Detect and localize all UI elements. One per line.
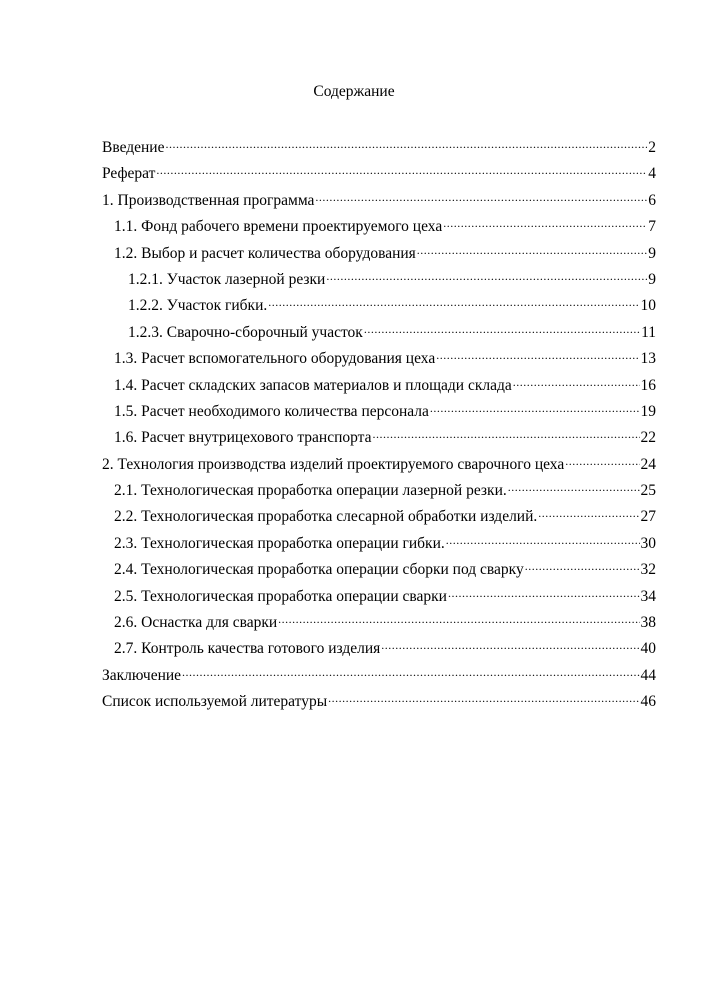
toc-dot-leader [328, 686, 639, 706]
toc-entry-label: 2.4. Технологическая проработка операции сборки под сварку [114, 561, 524, 579]
toc-entry-page-number: 46 [640, 693, 656, 711]
toc-entry-label: 1.2. Выбор и расчет количества оборудования [114, 244, 416, 262]
toc-entry-page-number: 19 [640, 402, 656, 420]
toc-entry[interactable] [102, 396, 656, 422]
toc-entry-page-number: 40 [640, 640, 656, 658]
toc-entry-page-number: 27 [640, 508, 656, 526]
toc-entry-page-number: 38 [640, 614, 656, 632]
toc-dot-leader [278, 607, 639, 627]
toc-entry-page-number: 2 [648, 139, 656, 156]
toc-entry-label: 2.7. Контроль качества готового изделия [114, 640, 381, 658]
toc-entry-page-number: 6 [648, 191, 656, 209]
toc-entry-label: 1.2.2. Участок гибки. [128, 297, 268, 315]
toc-entry-page-number: 30 [640, 534, 656, 552]
toc-entry-page-number: 22 [640, 429, 656, 447]
page-title: Содержание [313, 83, 395, 100]
toc-entry[interactable] [102, 686, 656, 712]
toc-entry[interactable] [102, 370, 656, 396]
toc-entry-label: 1.1. Фонд рабочего времени проектируемого цеха [114, 218, 443, 236]
toc-entry-page-number: 24 [640, 455, 656, 473]
toc-dot-leader [417, 238, 647, 258]
toc-entry-page-number: 34 [640, 587, 656, 605]
toc-entry-page-number: 16 [640, 376, 656, 394]
toc-entry-page-number: 7 [648, 218, 656, 236]
toc-entry-label: 1.2.1. Участок лазерной резки [128, 270, 326, 288]
toc-entry-label: 1.2.3. Сварочно-сборочный участок [128, 323, 363, 341]
toc-dot-leader [373, 422, 640, 442]
toc-entry[interactable] [102, 132, 656, 158]
toc-dot-leader [525, 554, 640, 574]
toc-dot-leader [436, 343, 639, 363]
toc-entry[interactable] [102, 238, 656, 264]
toc-entry[interactable] [102, 185, 656, 211]
toc-entry-page-number: 13 [640, 350, 656, 368]
toc-entry-page-number: 4 [648, 165, 656, 183]
toc-entry[interactable] [102, 581, 656, 607]
toc-entry-label: 1.4. Расчет складских запасов материалов и площади склада [114, 376, 512, 394]
toc-dot-leader [315, 185, 647, 205]
toc-dot-leader [381, 633, 639, 653]
toc-entry-label: 1.5. Расчет необходимого количества персонала [114, 402, 429, 420]
toc-entry[interactable] [102, 290, 656, 316]
toc-entry[interactable] [102, 343, 656, 369]
toc-entry[interactable] [102, 264, 656, 290]
toc-entry[interactable] [102, 211, 656, 237]
toc-dot-leader [326, 264, 647, 284]
toc-dot-leader [364, 317, 640, 337]
toc-entry[interactable] [102, 422, 656, 448]
toc-entry-label: 2.5. Технологическая проработка операции сварки [114, 587, 447, 605]
toc-dot-leader [165, 132, 647, 152]
toc-entry-label: Список используемой литературы [102, 693, 328, 711]
toc-entry-label: 2.3. Технологическая проработка операции гибки. [114, 534, 445, 552]
toc-dot-leader [538, 501, 639, 521]
toc-entry[interactable] [102, 607, 656, 633]
toc-entry-label: Введение [102, 139, 165, 156]
toc-entry-page-number: 44 [640, 666, 656, 684]
toc-entry[interactable] [102, 317, 656, 343]
toc-dot-leader [443, 211, 647, 231]
toc-entry-label: 2. Технология производства изделий проектируемого сварочного цеха [102, 455, 565, 473]
toc-dot-leader [182, 660, 639, 680]
toc-entry[interactable] [102, 660, 656, 686]
toc-entry-label: 1.3. Расчет вспомогательного оборудования цеха [114, 350, 436, 368]
toc-entry-page-number: 10 [640, 297, 656, 315]
toc-entry[interactable] [102, 633, 656, 659]
toc-entry-label: 2.1. Технологическая проработка операции лазерной резки. [114, 482, 507, 500]
toc-entry-page-number: 25 [640, 482, 656, 500]
toc-entry-page-number: 11 [641, 323, 656, 341]
toc-entry-page-number: 9 [648, 270, 656, 288]
toc-dot-leader [156, 158, 647, 178]
toc-entry[interactable] [102, 501, 656, 527]
table-of-contents [102, 132, 656, 713]
toc-entry-page-number: 32 [640, 561, 656, 579]
toc-entry-label: 1. Производственная программа [102, 191, 315, 209]
toc-entry-label: 1.6. Расчет внутрицехового транспорта [114, 429, 372, 447]
toc-entry-label: Реферат [102, 165, 156, 183]
toc-entry[interactable] [102, 449, 656, 475]
toc-dot-leader [513, 370, 640, 390]
toc-dot-leader [508, 475, 640, 495]
toc-entry-label: Заключение [102, 666, 182, 684]
toc-dot-leader [448, 581, 640, 601]
toc-dot-leader [565, 449, 639, 469]
toc-dot-leader [268, 290, 639, 310]
toc-entry-page-number: 9 [648, 244, 656, 262]
toc-entry[interactable] [102, 158, 656, 184]
toc-entry[interactable] [102, 528, 656, 554]
toc-entry[interactable] [102, 475, 656, 501]
toc-entry[interactable] [102, 554, 656, 580]
toc-dot-leader [446, 528, 640, 548]
toc-entry-label: 2.2. Технологическая проработка слесарной обработки изделий. [114, 508, 538, 526]
toc-entry-label: 2.6. Оснастка для сварки [114, 614, 278, 632]
toc-dot-leader [430, 396, 640, 416]
